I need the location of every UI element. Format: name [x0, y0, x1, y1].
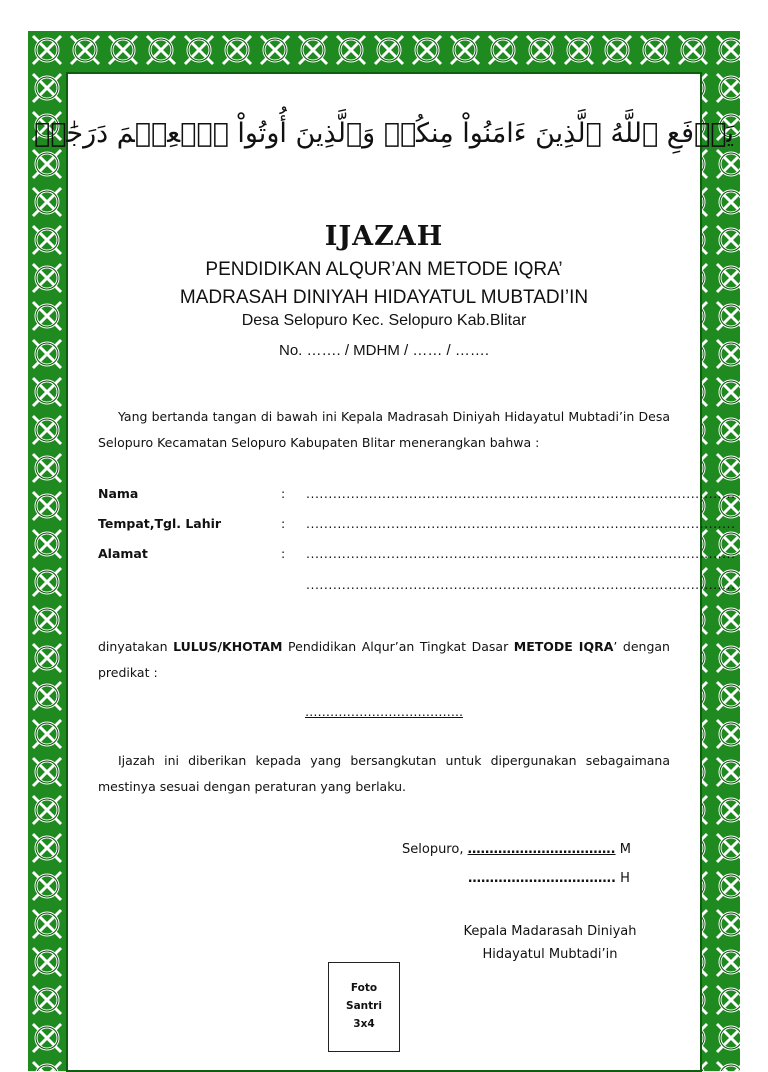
field-label: Alamat: [98, 546, 148, 561]
place-date-hijri: [468, 871, 630, 886]
photo-size: 3x4: [353, 1018, 375, 1030]
field-colon: :: [281, 546, 286, 561]
field-blank: ................................................................................................: [306, 577, 736, 592]
statement-pre: dinyatakan: [98, 639, 174, 654]
place-date-masehi: [402, 842, 631, 857]
field-blank: ................................................................................................: [306, 546, 736, 561]
student-photo-box: [328, 962, 400, 1052]
signer-title: Kepala Madarasah Diniyah: [463, 924, 637, 939]
certificate-number: No. ……. / MDHM / …… / …….: [278, 342, 489, 359]
date-masehi-blank: …………………………….: [467, 842, 616, 857]
closing-paragraph: Ijazah ini diberikan kepada yang bersangkutan untuk dipergunakan sebagaimana mestinya sesuai dengan peraturan yang berlaku.: [98, 753, 670, 794]
quran-verse: يَرۡفَعِ ٱللَّهُ ٱلَّذِينَ ءَامَنُواْ مِنكُمۡ وَٱلَّذِينَ أُوتُواْ ٱلۡعِلۡمَ دَرَجَٰتٖ: [34, 118, 734, 149]
institution-address: Desa Selopuro Kec. Selopuro Kab.Blitar: [241, 312, 527, 329]
statement-paragraph: [98, 634, 670, 686]
place-label: Selopuro,: [402, 842, 464, 857]
field-tempat-tgl-lahir: [98, 516, 736, 538]
photo-label: Foto: [350, 982, 378, 994]
masehi-suffix: M: [619, 842, 631, 857]
certificate-title: IJAZAH: [324, 221, 444, 252]
field-colon: :: [281, 516, 286, 531]
field-label: Tempat,Tgl. Lahir: [98, 516, 222, 531]
field-alamat: [98, 546, 736, 568]
photo-label: Santri: [346, 1000, 382, 1012]
field-blank: ................................................................................................: [306, 516, 736, 531]
field-blank: ................................................................................................: [306, 486, 736, 501]
field-label: Nama: [98, 486, 139, 501]
intro-paragraph: Yang bertanda tangan di bawah ini Kepala Madrasah Diniyah Hidayatul Mubtadi’in Desa Selopuro Kecamatan Selopuro Kabupaten Blitar menerangkan bahwa :: [98, 409, 670, 450]
institution-name: MADRASAH DINIYAH HIDAYATUL MUBTADI’IN: [179, 287, 589, 308]
predicate-blank: ………………………………..: [305, 704, 463, 719]
date-hijri-blank: …………………………….: [468, 871, 616, 886]
field-colon: :: [281, 486, 286, 501]
statement-result: LULUS/KHOTAM: [173, 639, 283, 654]
program-name: PENDIDIKAN ALQUR’AN METODE IQRA’: [205, 259, 563, 280]
statement-mid: Pendidikan Alqur’an Tingkat Dasar: [282, 639, 514, 654]
hijri-suffix: H: [620, 871, 630, 886]
field-alamat-continued: [98, 577, 736, 599]
statement-method: METODE IQRA: [513, 639, 614, 654]
signer-institution: Hidayatul Mubtadi’in: [482, 947, 618, 962]
statement-post: ’ dengan predikat :: [98, 639, 670, 680]
predicate-line: [0, 704, 768, 719]
field-nama: [98, 486, 736, 508]
